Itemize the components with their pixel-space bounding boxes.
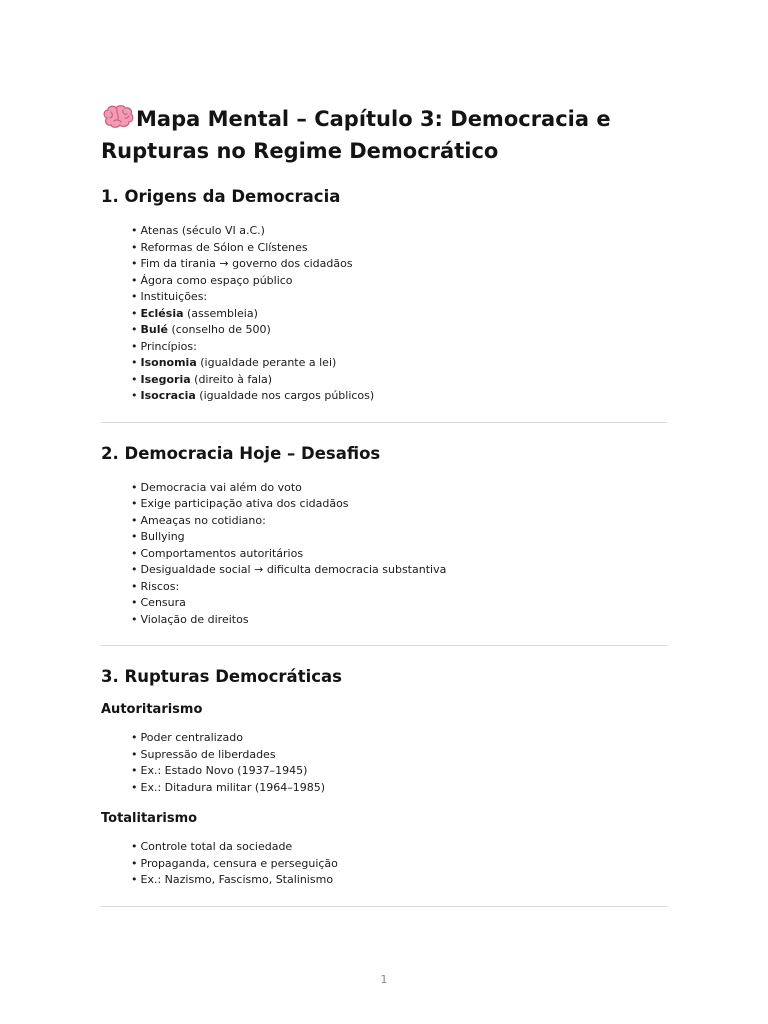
- list-item-term: Isocracia: [140, 389, 196, 402]
- subsection-list-autoritarismo: [101, 730, 667, 796]
- list-item-term: Eclésia: [140, 306, 184, 320]
- bullet-marker: •: [131, 513, 138, 527]
- list-item: [131, 273, 667, 290]
- list-item: [131, 256, 667, 273]
- list-item: [131, 546, 667, 563]
- list-item-text: Comportamentos autoritários: [140, 546, 304, 560]
- page-title-line-1: Mapa Mental – Capítulo 3: Democracia e: [136, 107, 611, 131]
- list-item-text: Ex.: Nazismo, Fascismo, Stalinismo: [140, 873, 334, 886]
- bullet-marker: •: [131, 339, 138, 353]
- list-item-text: Princípios:: [140, 339, 197, 353]
- list-item: [131, 529, 667, 546]
- list-item-text: Censura: [140, 596, 186, 609]
- list-item-text: Atenas (século VI a.C.): [140, 224, 265, 237]
- list-item-text: Poder centralizado: [140, 731, 243, 744]
- section-list-democracia-hoje: [101, 480, 667, 629]
- list-item-text: Ameaças no cotidiano:: [140, 513, 266, 527]
- list-item: [131, 872, 667, 889]
- list-item: [131, 223, 667, 240]
- bullet-marker: •: [131, 546, 138, 560]
- list-item-text: (assembleia): [183, 306, 258, 320]
- page-number: 1: [380, 973, 388, 986]
- bullet-marker: •: [131, 579, 138, 593]
- list-item-text: Propaganda, censura e perseguição: [140, 856, 338, 870]
- subsection-list-totalitarismo: [101, 839, 667, 889]
- list-item-text: Controle total da sociedade: [140, 840, 293, 853]
- list-item: [131, 480, 667, 497]
- bullet-marker: •: [131, 840, 138, 853]
- page-title: [101, 103, 667, 167]
- list-item-text: Exige participação ativa dos cidadãos: [140, 497, 349, 510]
- list-item: [131, 730, 667, 747]
- list-item: [131, 388, 667, 405]
- list-item: [131, 562, 667, 579]
- section-divider: [101, 422, 667, 423]
- list-item-text: Ex.: Estado Novo (1937–1945): [140, 764, 308, 777]
- list-item-text: Desigualdade social → dificulta democracia substantiva: [140, 563, 447, 576]
- page-title-line-2: Rupturas no Regime Democrático: [101, 139, 499, 163]
- subsection-heading-totalitarismo: Totalitarismo: [101, 811, 198, 826]
- list-item-term: Isonomia: [140, 356, 197, 369]
- list-item: [131, 612, 667, 629]
- list-item-text: Ágora como espaço público: [140, 273, 293, 287]
- bullet-marker: •: [131, 389, 138, 402]
- bullet-marker: •: [131, 780, 138, 794]
- bullet-marker: •: [131, 290, 138, 303]
- list-item-text: Supressão de liberdades: [140, 747, 276, 761]
- list-item-text: (igualdade nos cargos públicos): [195, 389, 375, 402]
- bullet-marker: •: [131, 764, 138, 777]
- bullet-marker: •: [131, 596, 138, 609]
- section-list-origens: [101, 223, 667, 405]
- list-item: [131, 240, 667, 257]
- list-item-text: Bullying: [140, 530, 185, 543]
- bullet-marker: •: [131, 480, 138, 494]
- section-heading-origens: 1. Origens da Democracia: [101, 187, 341, 206]
- section-heading-democracia-hoje: 2. Democracia Hoje – Desafios: [101, 443, 381, 463]
- list-item: [131, 780, 667, 797]
- list-item-text: (conselho de 500): [167, 323, 271, 336]
- list-item-text: Ex.: Ditadura militar (1964–1985): [140, 780, 325, 794]
- bullet-marker: •: [131, 563, 138, 576]
- bullet-marker: •: [131, 731, 138, 744]
- list-item-text: Democracia vai além do voto: [140, 480, 302, 494]
- list-item: [131, 339, 667, 356]
- list-item: [131, 306, 667, 323]
- list-item: [131, 856, 667, 873]
- bullet-marker: •: [131, 273, 138, 287]
- list-item: [131, 372, 667, 389]
- section-divider: [101, 645, 667, 646]
- bullet-marker: •: [131, 323, 138, 336]
- list-item-text: (direito à fala): [190, 372, 273, 386]
- bullet-marker: •: [131, 372, 138, 386]
- section-heading-rupturas: 3. Rupturas Democráticas: [101, 667, 342, 686]
- list-item-text: Reformas de Sólon e Clístenes: [140, 240, 308, 254]
- document-page: [101, 103, 667, 907]
- list-item: [131, 579, 667, 596]
- list-item: [131, 355, 667, 372]
- list-item-text: Violação de direitos: [140, 612, 249, 626]
- list-item: [131, 513, 667, 530]
- bullet-marker: •: [131, 873, 138, 886]
- list-item: [131, 496, 667, 513]
- brain-emoji-icon: [101, 104, 135, 130]
- list-item-text: (igualdade perante a lei): [196, 356, 337, 369]
- bullet-marker: •: [131, 356, 138, 369]
- list-item: [131, 763, 667, 780]
- section-divider: [101, 906, 667, 907]
- list-item: [131, 322, 667, 339]
- bullet-marker: •: [131, 224, 138, 237]
- bullet-marker: •: [131, 856, 138, 870]
- list-item-term: Isegoria: [140, 372, 191, 386]
- list-item: [131, 595, 667, 612]
- subsection-heading-autoritarismo: Autoritarismo: [101, 702, 203, 717]
- bullet-marker: •: [131, 530, 138, 543]
- list-item-text: Fim da tirania → governo dos cidadãos: [140, 257, 353, 270]
- bullet-marker: •: [131, 240, 138, 254]
- list-item-text: Instituições:: [140, 290, 208, 303]
- list-item: [131, 747, 667, 764]
- list-item: [131, 839, 667, 856]
- bullet-marker: •: [131, 497, 138, 510]
- list-item: [131, 289, 667, 306]
- bullet-marker: •: [131, 747, 138, 761]
- list-item-term: Bulé: [140, 323, 168, 336]
- bullet-marker: •: [131, 257, 138, 270]
- list-item-text: Riscos:: [140, 579, 180, 593]
- bullet-marker: •: [131, 612, 138, 626]
- bullet-marker: •: [131, 306, 138, 320]
